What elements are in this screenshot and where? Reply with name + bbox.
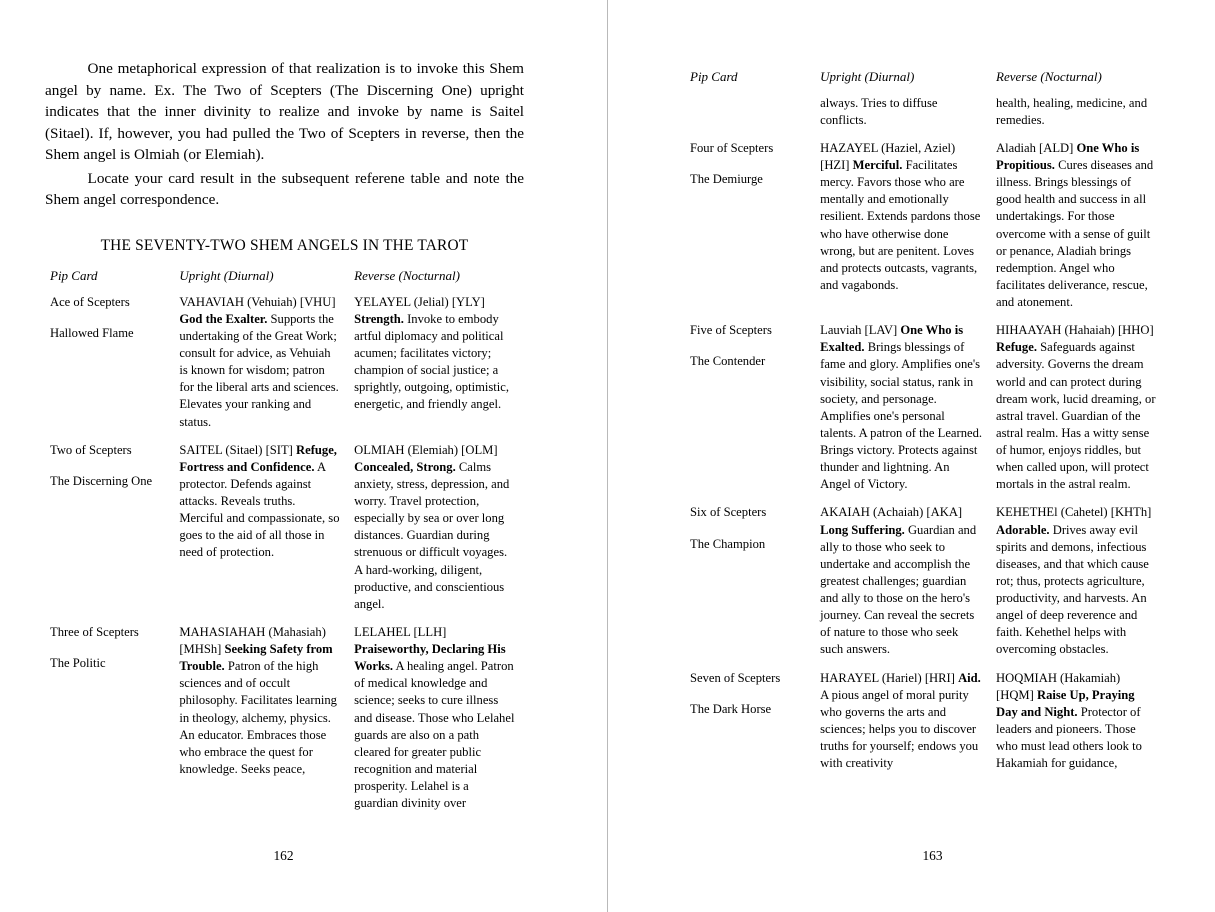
angel-description-reverse: Calms anxiety, stress, depression, and worry. Travel protection, especially by sea or over long distances. Guardian during strenuous or difficult voyages. A hard-working, diligent, productive, and conscientious angel. <box>354 459 510 611</box>
angel-name-reverse: HIHAAYAH (Hahaiah) [HHO] <box>996 323 1154 338</box>
angel-description-upright: Facilitates mercy. Favors those who are mentally and emotionally resilient. Extends pardons those who have otherwise done wrong, but are penitent. Loves and protects outcasts, vagrants, and vagabonds. <box>820 158 981 292</box>
angel-name-reverse: LELAHEL [LLH] <box>354 624 447 639</box>
angel-epithet-reverse: Concealed, Strong. <box>354 459 456 474</box>
angel-epithet-reverse: Praiseworthy, Declaring His Works. <box>354 642 506 674</box>
folio-left: 162 <box>273 848 294 863</box>
table-row <box>45 290 524 438</box>
angel-epithet-reverse: Refuge. <box>996 340 1037 355</box>
pip-card-name: Five of Scepters <box>690 323 772 338</box>
angel-epithet-upright: God the Exalter. <box>179 311 268 326</box>
angel-description-reverse: Cures diseases and illness. Brings blessings of good health and success in all undertakings. For those overcome with a sense of guilt or penance, Aladiah brings redemption. Angel who facilitates deliverance, rescue, and atonement. <box>996 158 1154 310</box>
cell-reverse <box>349 620 524 819</box>
angel-name-upright: Lauviah [LAV] <box>820 323 898 338</box>
angel-name-reverse: OLMIAH (Elemiah) [OLM] <box>354 442 498 457</box>
table-header-row <box>685 64 1167 91</box>
left-page <box>0 0 607 912</box>
column-header-reverse: Reverse (Nocturnal) <box>354 268 460 284</box>
table-row <box>685 500 1167 665</box>
angel-description-upright: A pious angel of moral purity who governs the arts and sciences; helps you to discover truths for yourself; endows you with creativity <box>820 687 979 771</box>
table-row <box>45 438 524 620</box>
pip-card-epithet: The Dark Horse <box>690 701 772 716</box>
angel-name-upright: MAHASIAHAH (Mahasiah) [MHSh] <box>179 624 326 657</box>
pip-card-name: Ace of Scepters <box>50 294 130 309</box>
angel-description-upright: Brings blessings of fame and glory. Amplifies one's visibility, social status, rank in society, and personage. Amplifies one's personal talents. A patron of the Learned. Brings victory. Protects against thunder and lightning. An Angel of Victory. <box>820 340 983 492</box>
angel-epithet-reverse: Raise Up, Praying Day and Night. <box>996 687 1135 719</box>
angel-epithet-reverse: Strength. <box>354 311 404 326</box>
column-header-upright: Upright (Diurnal) <box>179 268 274 284</box>
cell-pip-card <box>685 500 815 665</box>
right-page <box>607 0 1214 912</box>
angel-description-upright: A protector. Defends against attacks. Reveals truths. Merciful and compassionate, so goes to the aid of all those in need of protection. <box>179 459 340 560</box>
angel-epithet-reverse: Adorable. <box>996 522 1050 537</box>
angel-description-reverse: Safeguards against adversity. Governs the dream world and can protect during dream work, lucid dreaming, or astral travel. Guardian of the astral realm. Has a witty sense of humor, enjoys riddles, but when called upon, will protect mortals in the astral realm. <box>996 340 1156 492</box>
angel-name-upright: VAHAVIAH (Vehuiah) [VHU] <box>179 294 336 309</box>
cell-pip-card <box>685 136 815 318</box>
angel-description-reverse: Invoke to embody artful diplomacy and political acumen; facilitates victory; champion of social justice; a sprightly, outgoing, optimistic, energetic, and friendly angel. <box>354 311 510 412</box>
table-row-continued <box>685 91 1167 136</box>
cell-reverse <box>349 290 524 438</box>
pip-card-name: Six of Scepters <box>690 505 767 520</box>
cell-upright <box>815 666 991 780</box>
angel-name-reverse: Aladiah [ALD] <box>996 140 1074 155</box>
pip-card-name: Seven of Scepters <box>690 670 781 685</box>
cell-upright <box>815 500 991 665</box>
cell-upright <box>815 91 991 136</box>
table-row <box>685 136 1167 318</box>
cell-upright <box>815 136 991 318</box>
column-header-pip-card: Pip Card <box>50 268 98 284</box>
table-row <box>685 318 1167 500</box>
column-header-reverse: Reverse (Nocturnal) <box>996 69 1102 84</box>
cell-pip-card <box>45 290 174 438</box>
cell-upright <box>174 438 349 620</box>
pip-card-epithet: The Politic <box>50 656 106 671</box>
cell-reverse <box>991 500 1167 665</box>
angel-description-upright: always. Tries to diffuse conflicts. <box>820 95 938 127</box>
angel-description-reverse: health, healing, medicine, and remedies. <box>996 95 1148 127</box>
cell-upright <box>174 620 349 819</box>
angel-description-upright: Patron of the high sciences and of occult philosophy. Facilitates learning in theology, alchemy, physics. An educator. Embraces those who embrace the quest for knowledge. Seeks peace, <box>179 659 337 776</box>
angel-epithet-upright: Long Suffering. <box>820 522 905 537</box>
cell-pip-card <box>685 666 815 780</box>
angel-description-upright: Guardian and ally to those who seek to undertake and accomplish the greatest challenges; guardian and ally to those on the hero's journey. Can reveal the secrets of nature to those who seek such answers. <box>820 522 977 657</box>
table-title: THE SEVENTY-TWO SHEM ANGELS IN THE TAROT <box>100 237 469 255</box>
cell-reverse <box>349 438 524 620</box>
angel-name-upright: AKAIAH (Achaiah) [AKA] <box>820 505 963 520</box>
pip-card-epithet: The Discerning One <box>50 473 153 488</box>
angel-name-upright: HAZAYEL (Haziel, Aziel) [HZI] <box>820 140 956 173</box>
column-header-pip-card: Pip Card <box>690 69 738 84</box>
angel-name-upright: HARAYEL (Hariel) [HRI] <box>820 670 955 685</box>
angel-epithet-upright: Aid. <box>958 670 981 685</box>
cell-pip-card <box>45 620 174 819</box>
paragraph-2: Locate your card result in the subsequent referene table and note the Shem angel correspondence. <box>45 169 524 209</box>
pip-card-epithet: The Demiurge <box>690 172 763 187</box>
angel-name-reverse: KEHETHEl (Cahetel) [KHTh] <box>996 505 1152 520</box>
cell-upright <box>174 290 349 438</box>
pip-card-epithet: Hallowed Flame <box>50 325 134 340</box>
shem-angels-table-left <box>45 263 524 819</box>
angel-name-upright: SAITEL (Sitael) [SIT] <box>179 442 293 457</box>
pip-card-epithet: The Champion <box>690 536 766 551</box>
pip-card-name: Three of Scepters <box>50 624 139 639</box>
table-row <box>685 666 1167 780</box>
pip-card-name: Two of Scepters <box>50 442 132 457</box>
table-header-row <box>45 263 524 290</box>
pip-card-name: Four of Scepters <box>690 140 774 155</box>
angel-name-reverse: HOQMIAH (Hakamiah) [HQM] <box>996 670 1121 702</box>
cell-upright <box>815 318 991 500</box>
angel-epithet-upright: Refuge, Fortress and Confidence. <box>179 442 337 474</box>
angel-description-upright: Supports the undertaking of the Great Work; consult for advice, as Vehuiah is known for wisdom; patron for the liberal arts and sciences. Elevates your ranking and status. <box>179 311 339 429</box>
angel-epithet-upright: One Who is Exalted. <box>820 323 964 355</box>
table-row <box>45 620 524 819</box>
angel-description-reverse: A healing angel. Patron of medical knowledge and science; seeks to cure illness and disease. Those who Lelahel guards are also on a path cleared for greater public recognition and material prosperity. Lelahel is a guardian divinity over <box>354 659 515 811</box>
column-header-upright: Upright (Diurnal) <box>820 69 915 84</box>
angel-description-reverse: Drives away evil spirits and demons, infectious diseases, and that which cause rot; thus, protects agriculture, productivity, and harvests. An angel of deep reverence and faith. Kehethel helps with overcoming obstacles. <box>996 522 1149 657</box>
angel-name-reverse: YELAYEL (Jelial) [YLY] <box>354 294 485 309</box>
cell-pip-card <box>45 438 174 620</box>
angel-description-reverse: Protector of leaders and pioneers. Those who must lead others look to Hakamiah for guidance, <box>996 704 1142 771</box>
shem-angels-table-right <box>685 64 1167 779</box>
paragraph-1: One metaphorical expression of that realization is to invoke this Shem angel by name. Ex. The Two of Scepters (The Discerning One) upright indicates that the inner divinity to realize and invoke by name is Saitel (Sitael). If, however, you had pulled the Two of Scepters in reverse, then the Shem angel is Olmiah (or Elemiah). <box>45 60 524 164</box>
pip-card-epithet: The Contender <box>690 354 766 369</box>
cell-reverse <box>991 318 1167 500</box>
angel-epithet-upright: Merciful. <box>852 158 903 173</box>
angel-epithet-upright: Seeking Safety from Trouble. <box>179 642 333 674</box>
cell-pip-card <box>685 91 815 136</box>
folio-right: 163 <box>922 848 943 863</box>
cell-reverse <box>991 666 1167 780</box>
angel-epithet-reverse: One Who is Propitious. <box>996 140 1140 173</box>
cell-reverse <box>991 136 1167 318</box>
cell-pip-card <box>685 318 815 500</box>
cell-reverse <box>991 91 1167 136</box>
